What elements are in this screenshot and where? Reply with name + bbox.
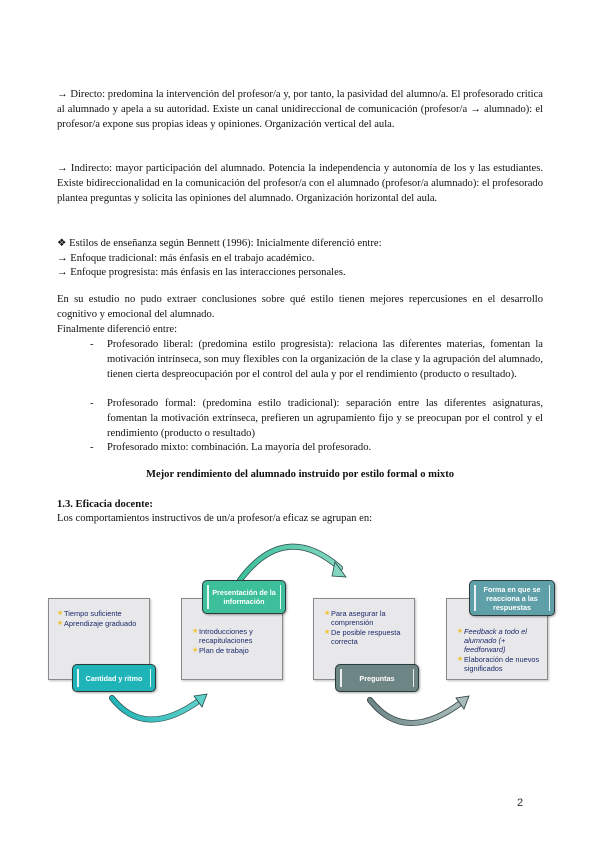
star-bullet-icon: ★: [324, 629, 331, 636]
paragraph-finalmente: Finalmente diferenció entre:: [57, 324, 178, 335]
teaching-behaviours-diagram: [40, 540, 580, 740]
bennett-intro: ❖ Estilos de enseñanza según Bennett (1996): Inicialmente diferenció entre:: [57, 238, 382, 249]
star-bullet-icon: ★: [324, 610, 331, 617]
bullet: ★ Elaboración de nuevos significados: [457, 655, 540, 673]
bullet: ★ Introducciones y recapitulaciones: [192, 627, 253, 645]
paragraph-estudio: En su estudio no pudo extraer conclusiones sobre qué estilo tienen mejores repercusiones en el desarrollo cognitivo y emocional del alumnado.: [57, 294, 543, 320]
section-intro: Los comportamientos instructivos de un/a profesor/a eficaz se agrupan en:: [57, 513, 373, 524]
paragraph-indirecto: → Indirecto: mayor participación del alumnado. Potencia la independencia y autonomía de los y las estudiantes. Existe bidireccionalidad en la comunicación del profesor/a con el alumnado (profesor/a alumnado): el profesorado plantea preguntas y solicita las opiniones del alumnado. Organización horizontal del aula.: [57, 163, 543, 204]
section-heading: 1.3. Eficacia docente:: [57, 499, 153, 510]
bullet: ★ Aprendizaje graduado: [57, 619, 137, 628]
bullet: ★ Para asegurar la comprensión: [324, 609, 386, 627]
list-item-liberal: Profesorado liberal: (predomina estilo progresista): relaciona las diferentes materias, fomentan la motivación intrínseca, son muy flexibles con la organización de la clase y la agrupación del alumnado, tienen cierta despreocupación por el control del aula y por el rendimiento (producto o resultado).: [107, 339, 543, 380]
bullet: ★ De posible respuesta correcta: [324, 628, 401, 646]
enfoque-tradicional: → Enfoque tradicional: más énfasis en el trabajo académico.: [57, 253, 315, 264]
bullet: ★ Feedback a todo el alumnado (+ feedforward): [457, 627, 527, 654]
step-tag-forma: Forma en que se reacciona a las respuestas: [469, 580, 555, 616]
step-tag-presentacion: Presentación de la información: [202, 580, 286, 614]
bullet: ★ Plan de trabajo: [192, 646, 249, 655]
star-bullet-icon: ★: [457, 656, 464, 663]
page-number: 2: [517, 797, 524, 809]
star-bullet-icon: ★: [57, 620, 64, 627]
star-bullet-icon: ★: [57, 610, 64, 617]
list-dash: -: [90, 339, 94, 350]
star-bullet-icon: ★: [192, 628, 199, 635]
bullet: ★ Tiempo suficiente: [57, 609, 122, 618]
list-dash: -: [90, 442, 94, 453]
step-tag-preguntas: Preguntas: [335, 664, 419, 692]
star-bullet-icon: ★: [457, 628, 464, 635]
conclusion-heading: Mejor rendimiento del alumnado instruido por estilo formal o mixto: [145, 469, 455, 480]
list-dash: -: [90, 398, 94, 409]
list-item-mixto: Profesorado mixto: combinación. La mayoría del profesorado.: [107, 442, 372, 453]
paragraph-directo: → Directo: predomina la intervención del profesor/a y, por tanto, la pasividad del alumno/a. El profesorado critica al alumnado y apela a su autoridad. Existe un canal unidireccional de comunicación (profesor/a → alumnado): el profesor/a expone sus propias ideas y opiniones. Organización vertical del aula.: [57, 89, 543, 130]
list-item-formal: Profesorado formal: (predomina estilo tradicional): separación entre las diferentes asignaturas, fomentan la motivación extrínseca, prefieren un agrupamiento fijo y se preocupan por el control y el rendimiento (producto o resultado): [107, 398, 543, 439]
enfoque-progresista: → Enfoque progresista: más énfasis en las interacciones personales.: [57, 267, 346, 278]
step-tag-cantidad: Cantidad y ritmo: [72, 664, 156, 692]
star-bullet-icon: ★: [192, 647, 199, 654]
